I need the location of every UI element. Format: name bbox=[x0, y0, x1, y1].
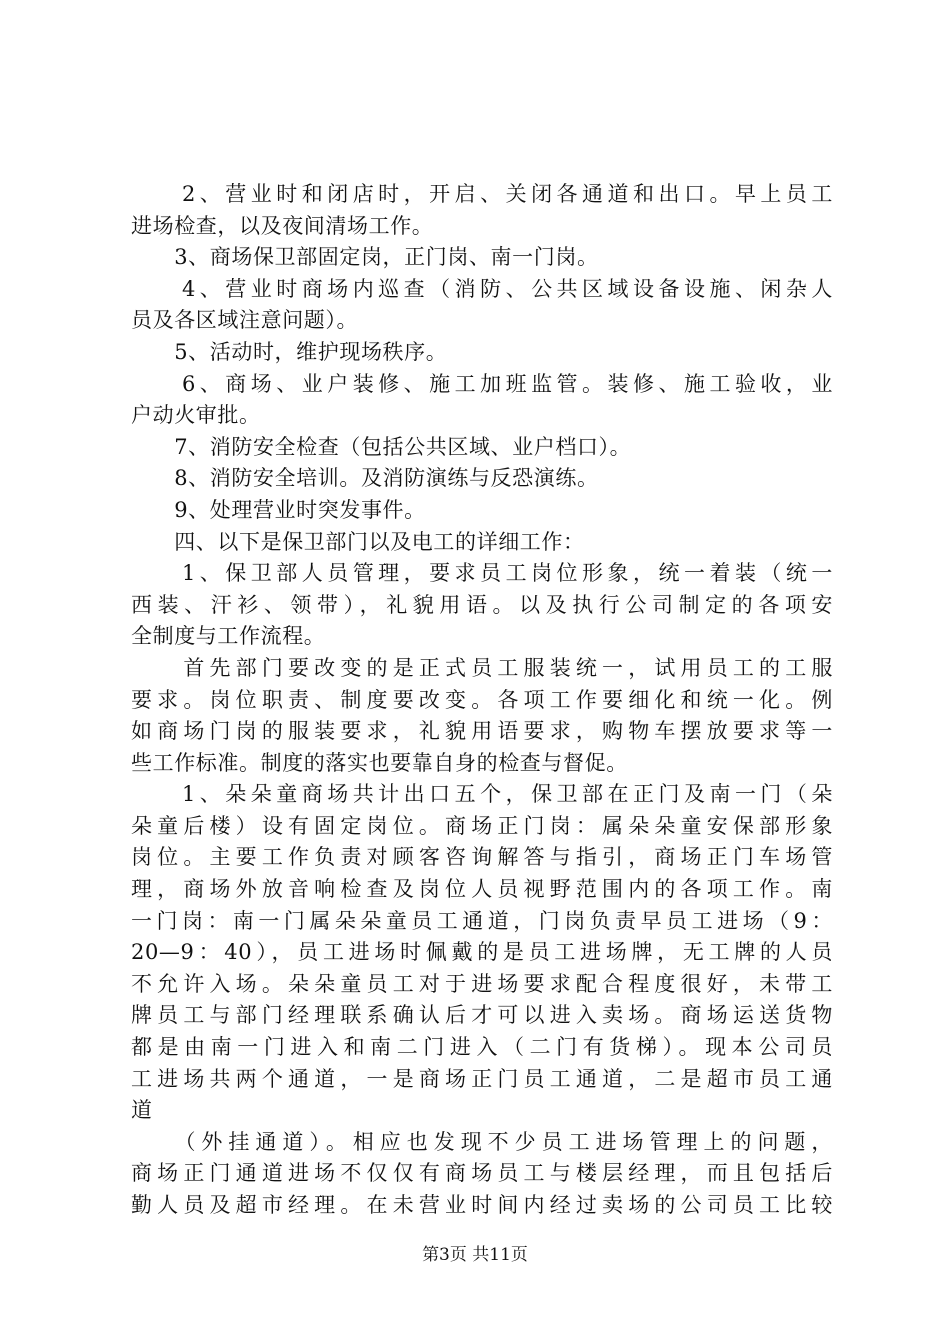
text-line: 勤人员及超市经理。在未营业时间内经过卖场的公司员工比较 bbox=[131, 1193, 833, 1217]
text-line: 商场正门通道进场不仅仅有商场员工与楼层经理，而且包括后 bbox=[131, 1161, 833, 1186]
text-line: 理，商场外放音响检查及岗位人员视野范围内的各项工作。南 bbox=[131, 877, 833, 902]
text-line: 一门岗：南一门属朵朵童员工通道，门岗负责早员工进场（9： bbox=[131, 908, 833, 933]
text-line: 些工作标准。制度的落实也要靠自身的检查与督促。 bbox=[131, 750, 628, 775]
text-line: 1、保卫部人员管理，要求员工岗位形象，统一着装（统一 bbox=[131, 561, 833, 586]
body-text bbox=[131, 179, 833, 1222]
text-line: （外挂通道）。相应也发现不少员工进场管理上的问题， bbox=[131, 1129, 833, 1154]
text-line: 4、营业时商场内巡查（消防、公共区域设备设施、闲杂人 bbox=[131, 276, 833, 301]
text-line: 5、活动时，维护现场秩序。 bbox=[131, 339, 448, 364]
text-line: 3、商场保卫部固定岗，正门岗、南一门岗。 bbox=[131, 245, 599, 270]
text-line: 6、商场、业户装修、施工加班监管。装修、施工验收，业 bbox=[131, 371, 833, 396]
text-line: 首先部门要改变的是正式员工服装统一，试用员工的工服 bbox=[131, 655, 833, 680]
text-line: 要求。岗位职责、制度要改变。各项工作要细化和统一化。例 bbox=[131, 687, 833, 712]
text-line: 2、营业时和闭店时，开启、关闭各通道和出口。早上员工 bbox=[131, 182, 833, 206]
text-line: 牌员工与部门经理联系确认后才可以进入卖场。商场运送货物 bbox=[131, 1003, 833, 1028]
text-line: 20—9：40），员工进场时佩戴的是员工进场牌，无工牌的人员 bbox=[131, 940, 833, 965]
text-line: 西装、汗衫、领带），礼貌用语。以及执行公司制定的各项安 bbox=[131, 592, 833, 617]
text-line: 9、处理营业时突发事件。 bbox=[131, 497, 426, 522]
text-line: 工进场共两个通道，一是商场正门员工通道，二是超市员工通 bbox=[131, 1066, 833, 1091]
text-line: 朵童后楼）设有固定岗位。商场正门岗：属朵朵童安保部形象 bbox=[131, 813, 833, 838]
text-line: 员及各区域注意问题）。 bbox=[131, 308, 359, 333]
text-line: 如商场门岗的服装要求，礼貌用语要求，购物车摆放要求等一 bbox=[131, 719, 833, 744]
text-line: 户动火审批。 bbox=[131, 403, 261, 428]
text-line: 1、朵朵童商场共计出口五个，保卫部在正门及南一门（朵 bbox=[131, 782, 833, 807]
text-line: 8、消防安全培训。及消防演练与反恐演练。 bbox=[131, 466, 599, 491]
text-line: 进场检查，以及夜间清场工作。 bbox=[131, 213, 434, 238]
text-line: 道 bbox=[131, 1098, 153, 1123]
text-line: 不允许入场。朵朵童员工对于进场要求配合程度很好，未带工 bbox=[131, 971, 833, 996]
section-heading: 四、以下是保卫部门以及电工的详细工作： bbox=[131, 529, 585, 554]
text-line: 全制度与工作流程。 bbox=[131, 624, 326, 649]
text-line: 7、消防安全检查（包括公共区域、业户档口）。 bbox=[131, 434, 632, 459]
page-footer: 第3页 共11页 bbox=[422, 1245, 528, 1265]
text-line: 都是由南一门进入和南二门进入（二门有货梯）。现本公司员 bbox=[131, 1035, 833, 1060]
text-line: 岗位。主要工作负责对顾客咨询解答与指引，商场正门车场管 bbox=[131, 845, 833, 870]
